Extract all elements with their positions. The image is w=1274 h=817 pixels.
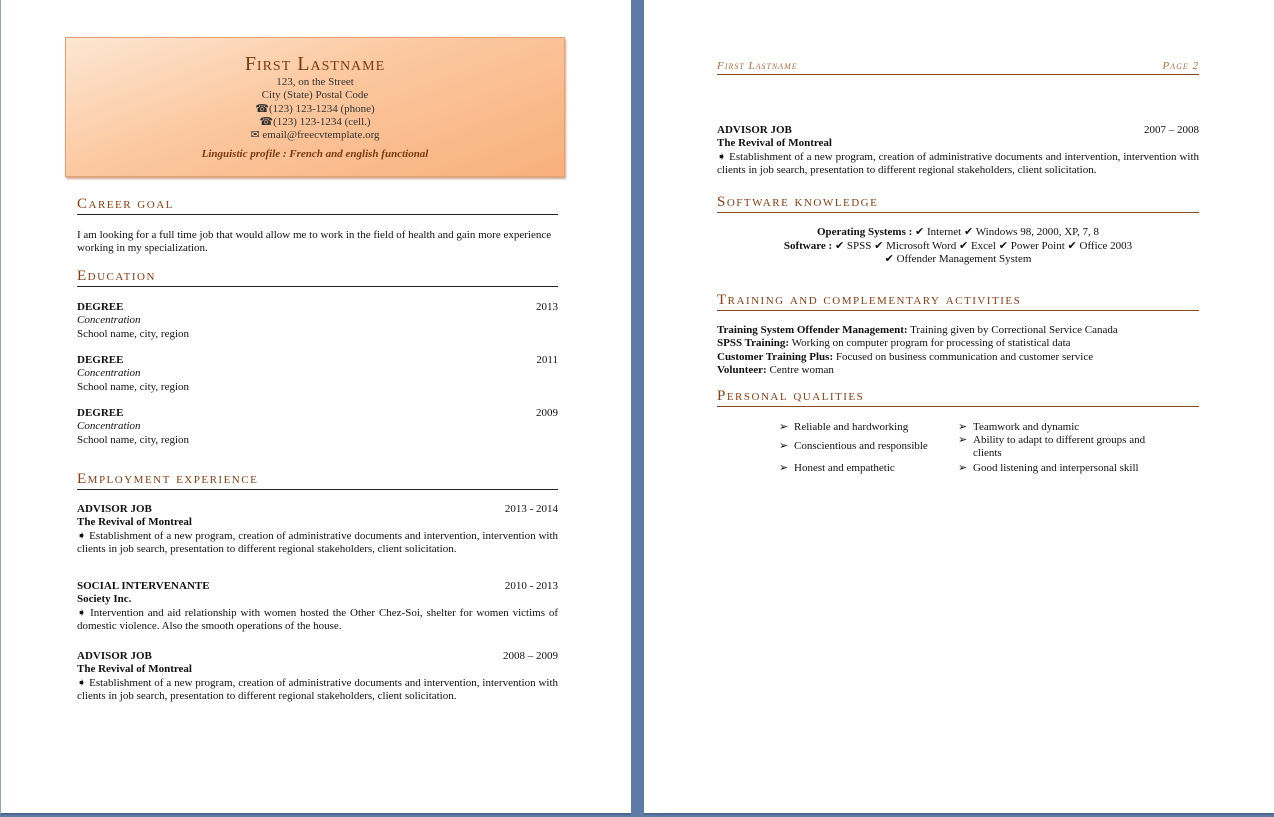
degree: DEGREE <box>77 301 124 313</box>
employment-item <box>77 580 558 633</box>
page-number: Page 2 <box>1162 60 1199 72</box>
employment-item <box>77 503 558 556</box>
arrow-bullet-icon: ➢ <box>779 462 789 474</box>
education-item <box>77 407 558 447</box>
job-years: 2007 – 2008 <box>1144 124 1199 136</box>
running-header-name: First Lastname <box>717 60 798 72</box>
address-line-1: 123, on the Street <box>276 76 354 88</box>
training-item <box>717 324 1199 337</box>
phone: ☎(123) 123-1234 (phone) <box>255 102 375 115</box>
address-line-2: City (State) Postal Code <box>261 89 369 102</box>
education-item <box>77 354 558 394</box>
concentration: Concentration <box>77 367 141 380</box>
arrow-bullet-icon: ➢ <box>958 462 968 474</box>
software-block <box>717 226 1199 267</box>
degree: DEGREE <box>77 354 124 366</box>
job-years: 2008 – 2009 <box>503 650 558 662</box>
training-title: Training and complementary activities <box>717 292 1199 311</box>
resume-page-2 <box>644 0 1274 815</box>
email: ✉ email@freecvtemplate.org <box>250 129 380 142</box>
arrow-bullet-icon: ➢ <box>779 440 789 452</box>
job-description: ➧ Intervention and aid relationship with women hosted the Other Chez-Soi, shelter for women victims of domestic violence. Also the smooth operations of the house. <box>77 606 558 632</box>
software-label: Software : <box>783 239 833 252</box>
arrow-bullet-icon: ➢ <box>958 421 968 433</box>
os-values: ✔ Internet ✔ Windows 98, 2000, XP, 7, 8 <box>915 226 1100 238</box>
organization: The Revival of Montreal <box>77 663 192 676</box>
school: School name, city, region <box>77 433 190 446</box>
organization: The Revival of Montreal <box>77 516 192 529</box>
career-goal-text: I am looking for a full time job that would allow me to work in the field of health and gain more experience working in my specialization. <box>77 229 552 255</box>
career-goal-title: Career goal <box>77 196 558 215</box>
job-years: 2013 - 2014 <box>504 503 558 515</box>
organization: The Revival of Montreal <box>717 137 832 150</box>
quality-item: ➢ Teamwork and dynamic <box>958 421 1080 433</box>
job-title: SOCIAL INTERVENANTE <box>77 580 210 592</box>
quality-item: ➢ Honest and empathetic <box>779 462 895 474</box>
quality-item: ➢ Reliable and hardworking <box>779 421 909 433</box>
year: 2011 <box>536 354 558 366</box>
training-label: SPSS Training: <box>717 337 790 350</box>
training-text: Focused on business communication and customer service <box>833 350 1094 363</box>
software-values-2: ✔ Offender Management System <box>884 253 1032 265</box>
employment-item <box>717 124 1199 177</box>
job-description: ➧ Establishment of a new program, creation of administrative documents and intervention, intervention with clients in job search, presentation to different regional stakeholders, client solicitation. <box>77 529 558 555</box>
training-list <box>717 324 1199 377</box>
linguistic-profile: Linguistic profile : French and english functional <box>201 148 429 161</box>
arrow-bullet-icon: ➢ <box>958 434 968 446</box>
job-title: ADVISOR JOB <box>717 124 792 136</box>
job-description: ➧ Establishment of a new program, creation of administrative documents and intervention, intervention with clients in job search, presentation to different regional stakeholders, client solicitation. <box>717 150 1199 176</box>
quality-item: ➢ Ability to adapt to different groups and clients <box>958 434 1146 459</box>
job-description: ➧ Establishment of a new program, creation of administrative documents and intervention, intervention with clients in job search, presentation to different regional stakeholders, client solicitation. <box>77 676 558 702</box>
full-name: First Lastname <box>244 53 386 75</box>
training-item <box>717 351 1199 364</box>
school: School name, city, region <box>77 380 190 393</box>
running-header <box>717 60 1199 75</box>
arrow-bullet-icon: ➢ <box>779 421 789 433</box>
education-item <box>77 301 558 341</box>
os-label: Operating Systems : <box>816 226 913 238</box>
quality-item: ➢ Conscientious and responsible <box>779 440 928 452</box>
concentration: Concentration <box>77 420 141 433</box>
contact-header <box>65 37 565 177</box>
resume-page-1 <box>0 0 631 815</box>
cell-phone: ☎(123) 123-1234 (cell.) <box>259 115 371 128</box>
employment-item <box>77 650 558 703</box>
quality-item: ➢ Good listening and interpersonal skill <box>958 462 1139 474</box>
qualities-title: Personal qualities <box>717 388 1199 407</box>
training-label: Volunteer: <box>717 363 767 376</box>
employment-title: Employment experience <box>77 471 558 490</box>
job-title: ADVISOR JOB <box>77 650 152 662</box>
training-item <box>717 364 1199 377</box>
training-text: Training given by Correctional Service Canada <box>907 324 1118 336</box>
training-text: Centre woman <box>766 363 834 376</box>
software-values: ✔ SPSS ✔ Microsoft Word ✔ Excel ✔ Power Point ✔ Office 2003 <box>834 239 1133 252</box>
concentration: Concentration <box>77 314 141 327</box>
software-title: Software knowledge <box>717 194 1199 213</box>
education-title: Education <box>77 268 558 287</box>
training-text: Working on computer program for processing of statistical data <box>789 337 1071 350</box>
year: 2009 <box>536 407 558 419</box>
training-item <box>717 337 1199 350</box>
organization: Society Inc. <box>77 593 132 606</box>
degree: DEGREE <box>77 407 124 419</box>
training-label: Customer Training Plus: <box>717 350 834 363</box>
job-years: 2010 - 2013 <box>504 580 558 592</box>
school: School name, city, region <box>77 327 190 340</box>
training-label: Training System Offender Management: <box>717 324 908 336</box>
year: 2013 <box>536 301 558 313</box>
job-title: ADVISOR JOB <box>77 503 152 515</box>
